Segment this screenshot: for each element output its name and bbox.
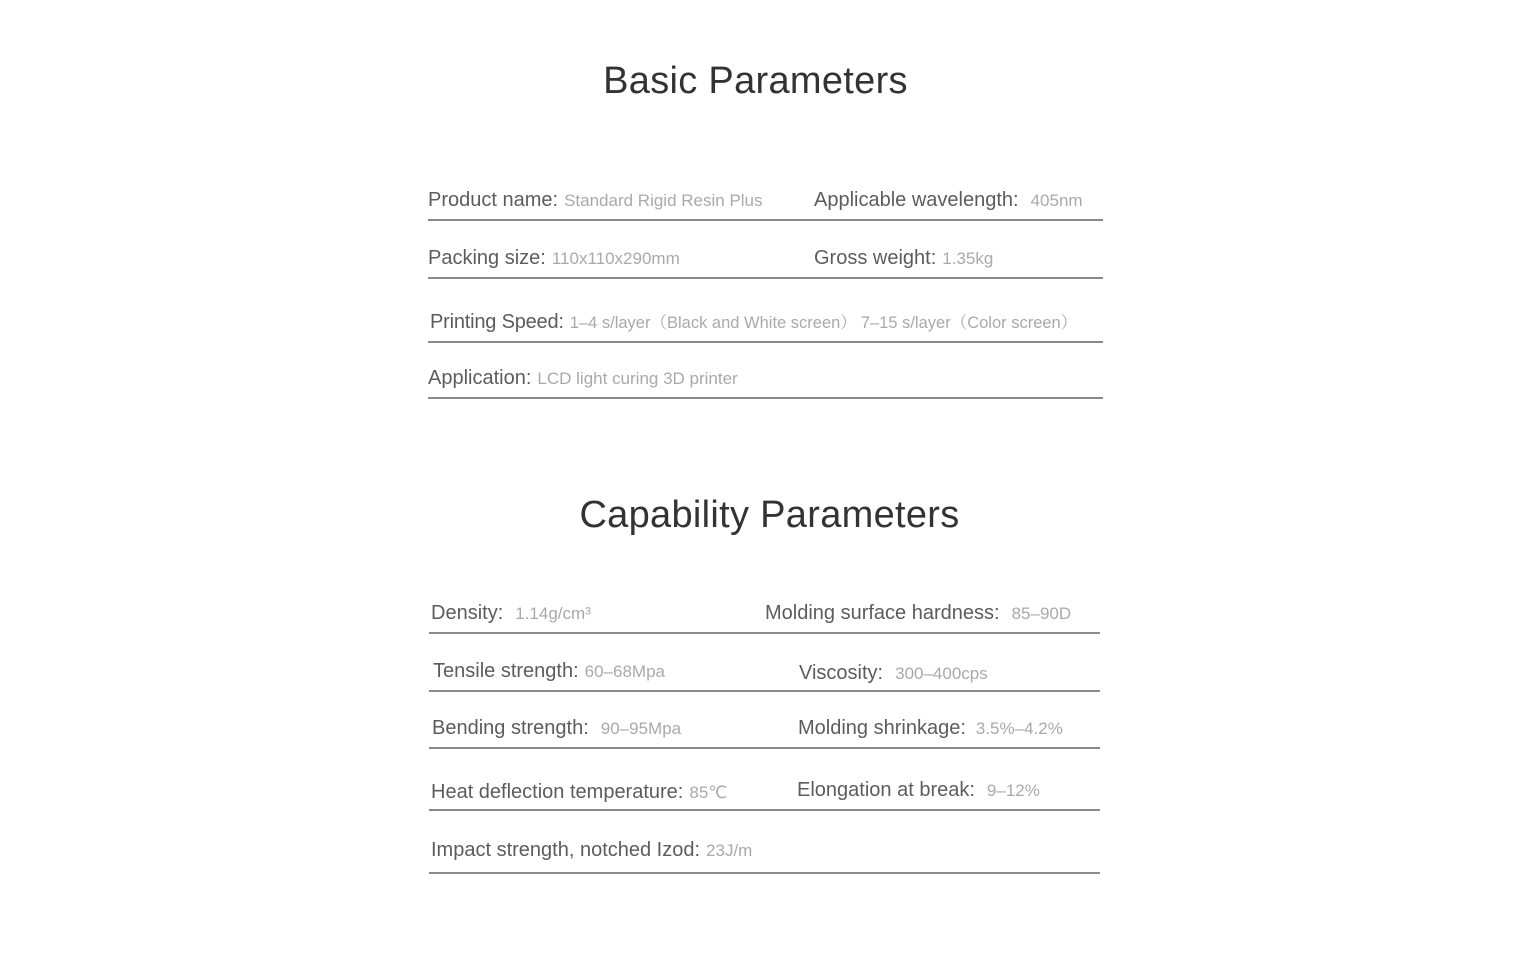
shrinkage-value: 3.5%–4.2% [975, 719, 1063, 738]
hardness-value: 85–90D [1011, 604, 1072, 623]
field-packing-size [428, 246, 680, 272]
printing-speed-bw-value: 1–4 s/layer（Black and White screen） [569, 314, 857, 332]
elongation-value: 9–12% [986, 781, 1040, 800]
application-label: Application: [428, 367, 532, 389]
row-packing-size [428, 239, 1103, 279]
row-tensile [429, 652, 1100, 692]
packing-size-value: 110x110x290mm [551, 249, 680, 268]
field-shrinkage [798, 716, 1063, 742]
capability-parameters-title: Capability Parameters [579, 494, 960, 536]
heat-deflection-label: Heat deflection temperature: [431, 781, 684, 803]
field-application [428, 366, 738, 392]
row-application [428, 359, 1103, 399]
viscosity-label: Viscosity: [799, 662, 884, 684]
wavelength-value: 405nm [1030, 191, 1083, 210]
gross-weight-value: 1.35kg [942, 249, 994, 268]
viscosity-value: 300–400cps [895, 664, 988, 683]
bending-label: Bending strength: [432, 717, 589, 739]
density-label: Density: [431, 602, 504, 624]
field-gross-weight [814, 246, 993, 272]
gross-weight-label: Gross weight: [814, 247, 937, 269]
field-wavelength [814, 188, 1083, 214]
application-value: LCD light curing 3D printer [537, 369, 738, 388]
row-density [429, 594, 1100, 634]
hardness-label: Molding surface hardness: [765, 602, 1000, 624]
field-printing-speed [430, 310, 1077, 336]
impact-label: Impact strength, notched Izod: [431, 839, 701, 861]
wavelength-label: Applicable wavelength: [814, 189, 1019, 211]
row-impact [429, 834, 1100, 874]
field-impact [431, 838, 752, 864]
impact-value: 23J/m [706, 841, 753, 860]
row-product-name [428, 181, 1103, 221]
bending-value: 90–95Mpa [600, 719, 682, 738]
field-tensile [433, 659, 665, 685]
row-printing-speed [428, 303, 1103, 343]
field-elongation [797, 778, 1040, 804]
basic-parameters-title: Basic Parameters [603, 60, 908, 102]
packing-size-label: Packing size: [428, 247, 546, 269]
field-hardness [765, 601, 1071, 627]
row-bending [429, 709, 1100, 749]
tensile-label: Tensile strength: [433, 660, 579, 682]
heat-deflection-value: 85℃ [689, 783, 728, 802]
shrinkage-label: Molding shrinkage: [798, 717, 966, 739]
product-name-label: Product name: [428, 189, 559, 211]
field-product-name [428, 188, 763, 214]
field-density [431, 601, 591, 627]
density-value: 1.14g/cm³ [515, 604, 591, 623]
field-bending [432, 716, 681, 742]
field-heat-deflection [431, 780, 727, 806]
elongation-label: Elongation at break: [797, 779, 975, 801]
field-viscosity [799, 661, 988, 687]
product-name-value: Standard Rigid Resin Plus [564, 191, 763, 210]
tensile-value: 60–68Mpa [584, 662, 665, 681]
row-heat-deflection [429, 771, 1100, 811]
printing-speed-label: Printing Speed: [430, 311, 564, 333]
printing-speed-color-value: 7–15 s/layer（Color screen） [860, 314, 1078, 332]
